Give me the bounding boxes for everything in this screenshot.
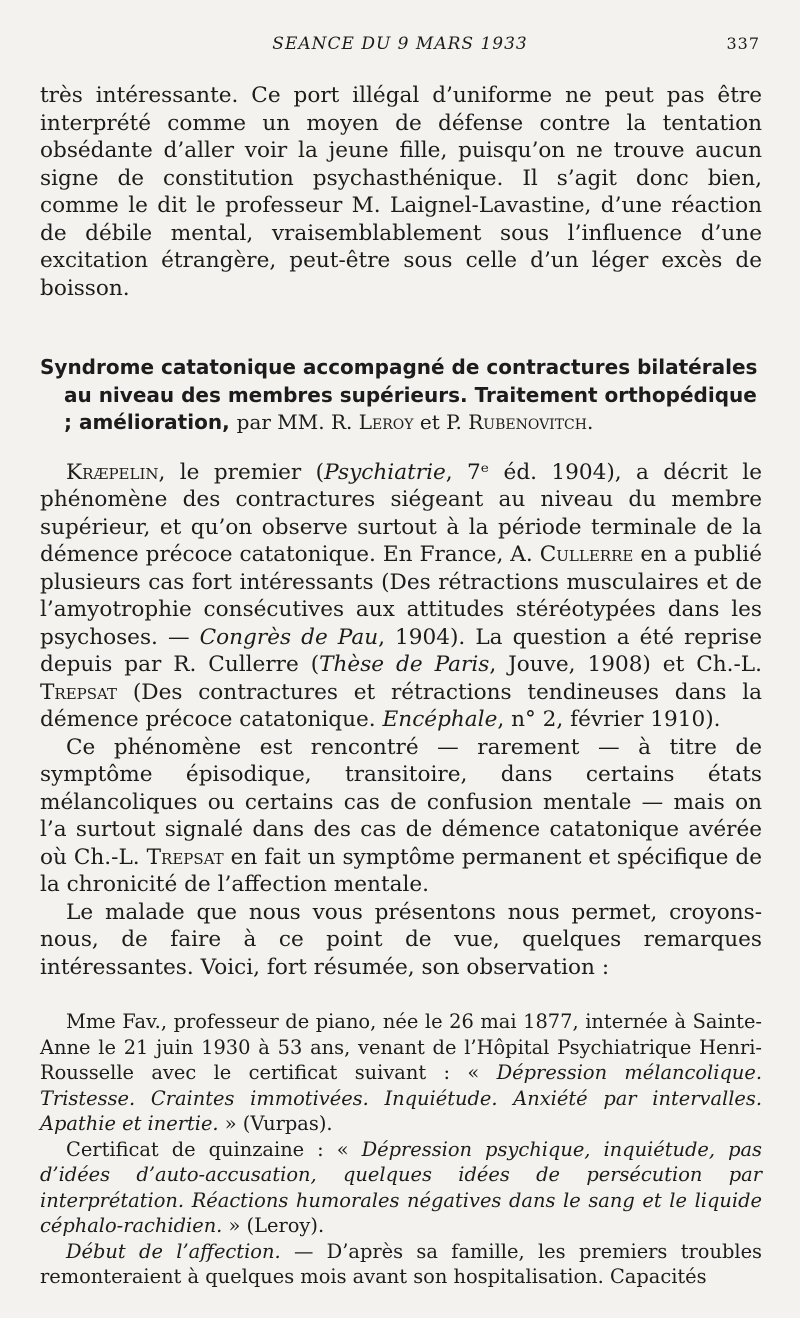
page-body <box>40 82 762 1290</box>
observation-paragraph-1: Mme Fav., professeur de piano, née le 26 mai 1877, internée à Sainte-Anne le 21 juin 1930 à 53 ans, venant de l’Hôpital Psychiatrique Henri-Rousselle avec le certificat suivant : « Dépression mélancolique. Tristesse. Craintes immotivées. Inquiétude. Anxiété par intervalles. Apathie et inertie. » (Vurpas). <box>40 1010 762 1135</box>
paragraph-malade: Le malade que nous vous présentons nous permet, croyons-nous, de faire à ce point de vue, quelques remarques intéressantes. Voici, fort résumée, son observation : <box>40 899 762 980</box>
paragraph-kraepelin: Kræpelin, le premier (Psychiatrie, 7ᵉ éd. 1904), a décrit le phénomène des contractures siégeant au niveau du membre supérieur, et qu’on observe surtout à la période terminale de la démence précoce catatonique. En France, A. Cullerre en a publié plusieurs cas fort intéressants (Des rétractions musculaires et de l’amyotrophie consécutives aux attitudes stéréotypées dans les psychoses. — Congrès de Pau, 1904). La question a été reprise depuis par R. Cullerre (Thèse de Paris, Jouve, 1908) et Ch.-L. Trepsat (Des contractures et rétractions tendineuses dans la démence précoce catatonique. Encéphale, n° 2, février 1910). <box>40 459 762 732</box>
observation-paragraph-3: Début de l’affection. — D’après sa famille, les premiers troubles remonteraient à quelques mois avant son hospitalisation. Capacités <box>40 1239 762 1288</box>
paragraph-phenomene: Ce phénomène est rencontré — rarement — à titre de symptôme épisodique, transitoire, dans certains états mélancoliques ou certains cas de confusion mentale — mais on l’a surtout signalé dans des cas de démence catatonique avérée où Ch.-L. Trepsat en fait un symptôme permanent et spécifique de la chronicité de l’affection mentale. <box>40 734 762 897</box>
author-leroy: Leroy <box>358 410 414 434</box>
running-title: SEANCE DU 9 MARS 1933 <box>272 34 528 54</box>
running-head <box>40 34 760 58</box>
continuation-paragraph: très intéressante. Ce port illégal d’uniforme ne peut pas être interprété comme un moyen de défense contre la tentation obsédante d’aller voir la jeune fille, puisqu’on ne trouve aucun signe de constitution psychasthénique. Il s’agit donc bien, comme le dit le professeur M. Laignel-Lavastine, d’une réaction de débile mental, vraisemblablement sous l’influence d’une excitation étrangère, peut-être sous celle d’un léger excès de boisson. <box>40 83 762 301</box>
article-authors: par MM. R. Leroy et P. Rubenovitch. <box>236 410 594 434</box>
article-title: Syndrome catatonique accompagné de contractures bilatérales au niveau des membres supérieurs. Traitement orthopédique ; amélioration, <box>40 355 758 434</box>
article-heading <box>40 354 762 437</box>
page-number: 337 <box>726 34 760 53</box>
observation-paragraph-2: Certificat de quinzaine : « Dépression psychique, inquiétude, pas d’idées d’auto-accusation, quelques idées de persécution par interprétation. Réactions humorales négatives dans le sang et le liquide céphalo-rachidien. » (Leroy). <box>40 1137 762 1237</box>
author-rubenovitch: Rubenovitch <box>468 410 587 434</box>
